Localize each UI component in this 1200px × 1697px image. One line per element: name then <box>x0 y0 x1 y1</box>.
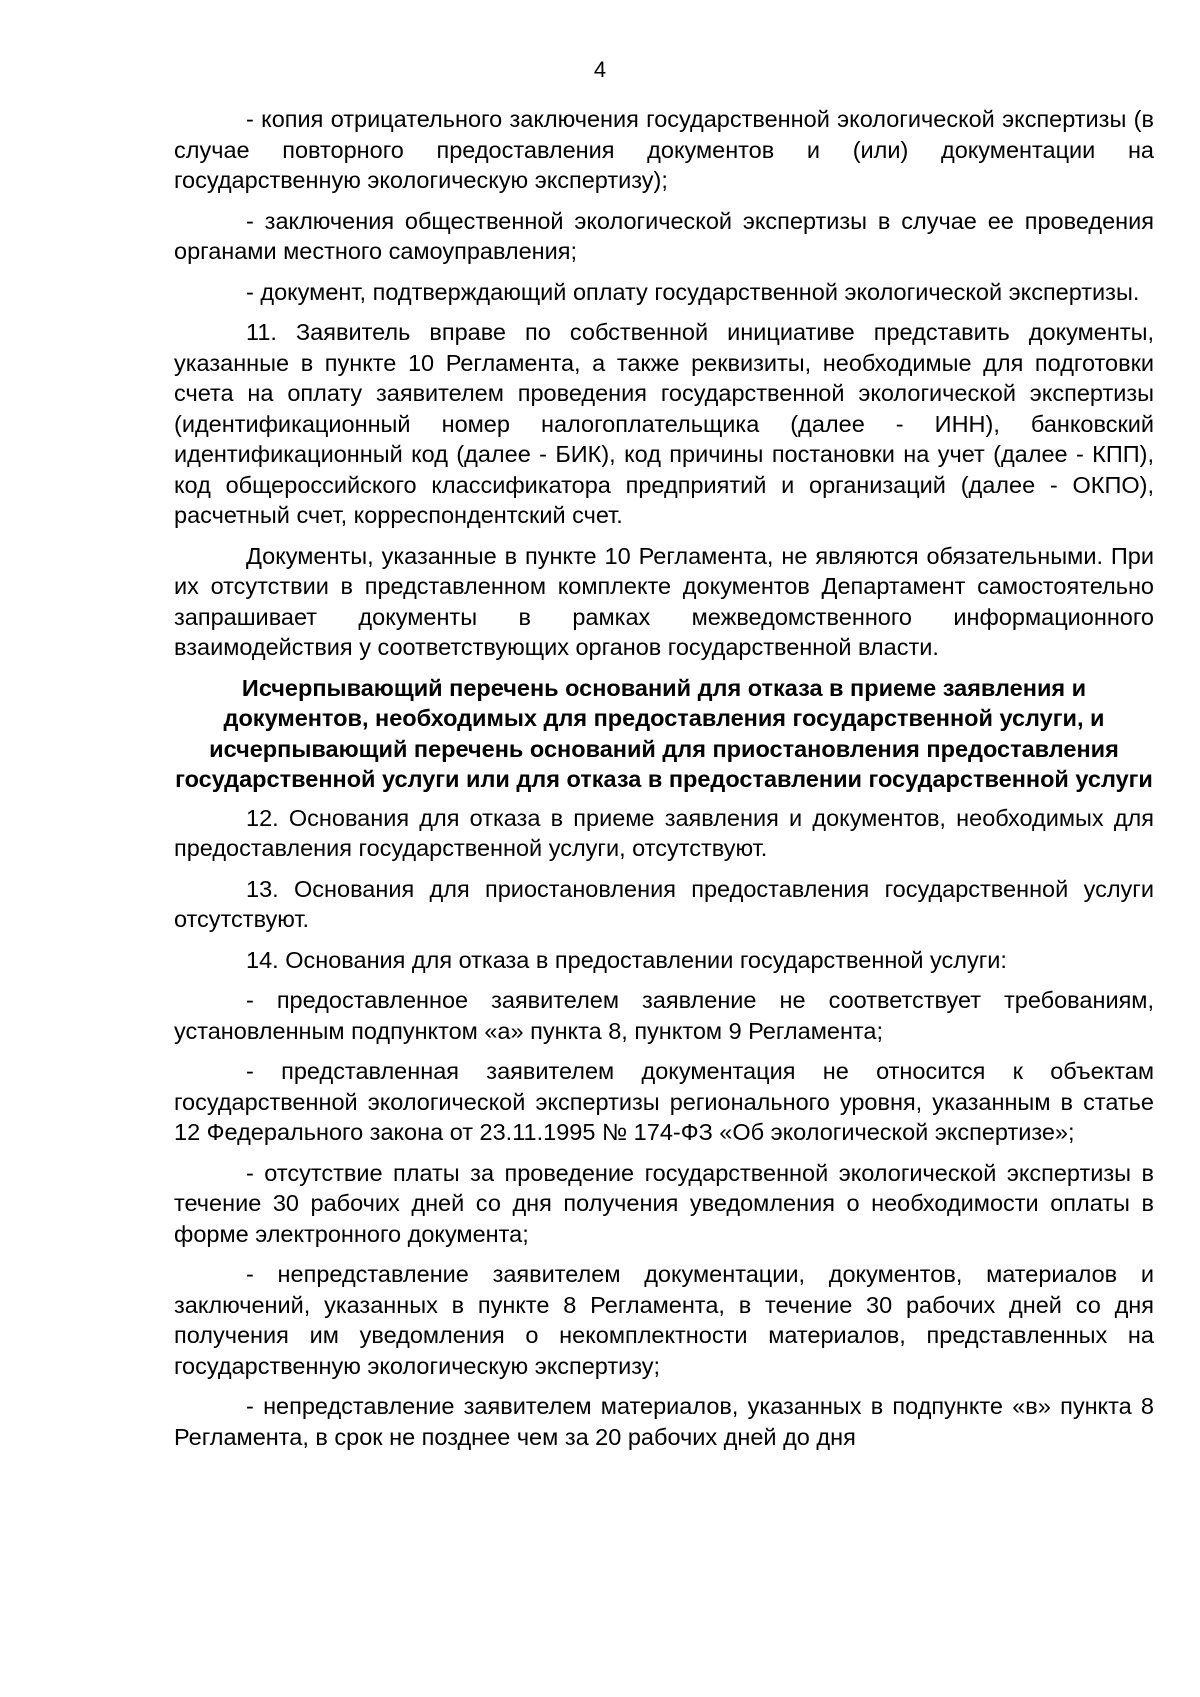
paragraph-refusal-materials-deadline: - непредставление заявителем материалов, указанных в подпункте «в» пункта 8 Регламента, в срок не позднее чем за 20 рабочих дней до дня <box>174 1393 1154 1450</box>
paragraph-payment-document: - документ, подтверждающий оплату государственной экологической экспертизы. <box>246 278 1140 305</box>
paragraph-item-14: 14. Основания для отказа в предоставлении государственной услуги: <box>246 946 1007 973</box>
paragraph-refusal-incomplete-materials: - непредставление заявителем документации, документов, материалов и заключений, указанных в пункте 8 Регламента, в течение 30 рабочих дней со дня получения им уведомления о некомплектности материалов, представленных на государственную экологическую экспертизу; <box>174 1261 1154 1379</box>
page-number: 4 <box>593 57 607 82</box>
paragraph-item-11: 11. Заявитель вправе по собственной инициативе представить документы, указанные в пункте 10 Регламента, а также реквизиты, необходимые для подготовки счета на оплату заявителем проведения государственной экологической экспертизы (идентификационный номер налогоплательщика (далее - ИНН), банковский идентификационный код (далее - БИК), код причины постановки на учет (далее - КПП), код общероссийского классификатора предприятий и организаций (далее - ОКПО), расчетный счет, корреспондентский счет. <box>174 319 1154 528</box>
section-heading: Исчерпывающий перечень оснований для отказа в приеме заявления и документов, необходимых для предоставления государственной услуги, и исчерпывающий перечень оснований для приостановления предоставления государственной услуги или для отказа в предоставлении государственной услуги <box>175 674 1153 792</box>
paragraph-negative-conclusion-copy: - копия отрицательного заключения государственной экологической экспертизы (в случае повторного предоставления документов и (или) документации на государственную экологическую экспертизу); <box>174 106 1154 193</box>
paragraph-refusal-no-payment: - отсутствие платы за проведение государственной экологической экспертизы в течение 30 рабочих дней со дня получения уведомления о необходимости оплаты в форме электронного документа; <box>174 1159 1154 1247</box>
paragraph-refusal-not-regional-object: - представленная заявителем документация не относится к объектам государственной экологической экспертизы регионального уровня, указанным в статье 12 Федерального закона от 23.11.1995 № 174-ФЗ «Об экологической экспертизе»; <box>174 1058 1154 1145</box>
paragraph-documents-not-mandatory: Документы, указанные в пункте 10 Регламента, не являются обязательными. При их отсутствии в представленном комплекте документов Департамент самостоятельно запрашивает документы в рамках межведомственного информационного взаимодействия у соответствующих органов государственной власти. <box>174 542 1154 660</box>
paragraph-item-13: 13. Основания для приостановления предоставления государственной услуги отсутствуют. <box>174 875 1154 932</box>
paragraph-public-expertise-conclusion: - заключения общественной экологической экспертизы в случае ее проведения органами местного самоуправления; <box>174 207 1154 264</box>
document-body <box>174 104 1154 1462</box>
paragraph-refusal-application-mismatch: - предоставленное заявителем заявление не соответствует требованиям, установленным подпунктом «а» пункта 8, пунктом 9 Регламента; <box>174 987 1154 1044</box>
paragraph-item-12: 12. Основания для отказа в приеме заявления и документов, необходимых для предоставления государственной услуги, отсутствуют. <box>174 804 1154 861</box>
